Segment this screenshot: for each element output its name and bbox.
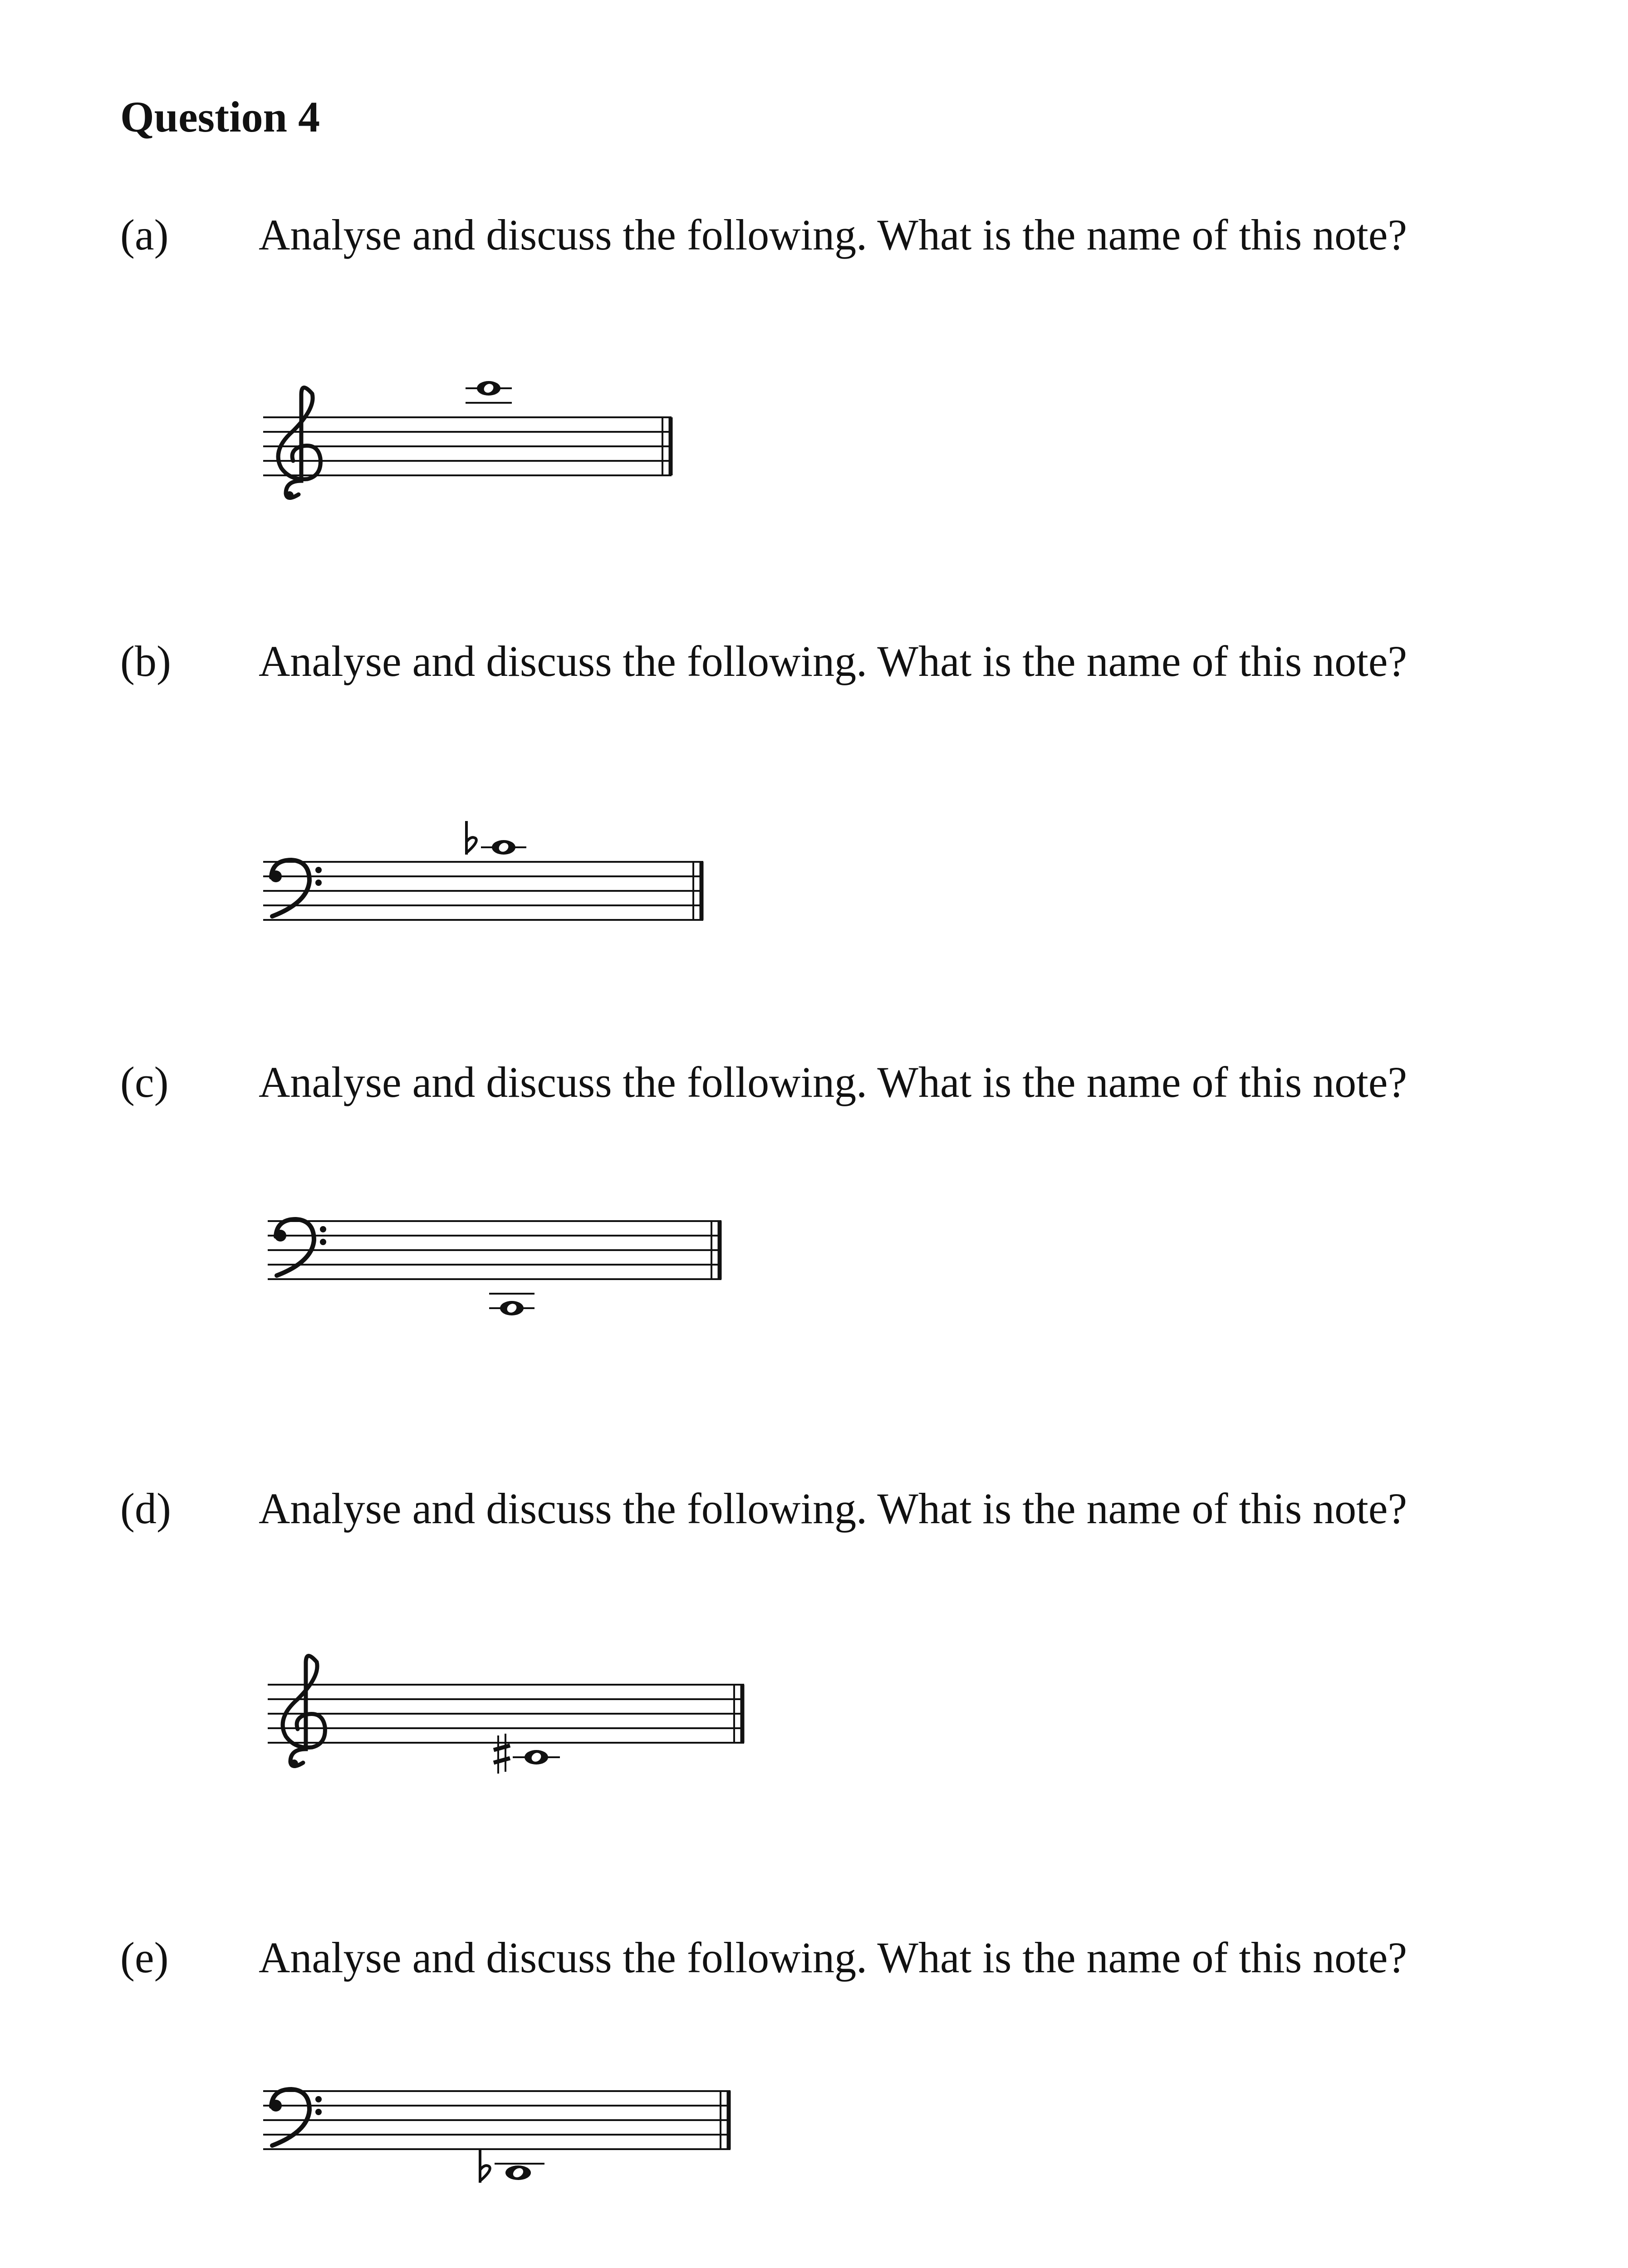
question-text-d: Analyse and discuss the following. What is the name of this note? (259, 1484, 1407, 1533)
question-text-a: Analyse and discuss the following. What is the name of this note? (259, 210, 1407, 259)
bass-clef-icon (270, 860, 322, 916)
music-staff-b (254, 780, 799, 971)
flat-icon (480, 2149, 490, 2183)
question-label-a: (a) (120, 210, 169, 259)
music-staff-e (254, 2041, 799, 2232)
flat-icon (466, 821, 476, 855)
question-label-c: (c) (120, 1058, 169, 1106)
treble-clef-icon (283, 1656, 325, 1768)
music-staff-c (254, 1188, 799, 1379)
whole-note (505, 2165, 531, 2180)
whole-note (492, 840, 515, 855)
music-staff-d (254, 1619, 799, 1810)
question-text-c: Analyse and discuss the following. What is the name of this note? (259, 1058, 1407, 1106)
music-staff-a (254, 345, 799, 535)
question-text-e: Analyse and discuss the following. What is the name of this note? (259, 1933, 1407, 1982)
whole-note (500, 1301, 524, 1315)
sharp-icon (494, 1734, 510, 1774)
question-label-e: (e) (120, 1933, 169, 1982)
question-text-b: Analyse and discuss the following. What is the name of this note? (259, 637, 1407, 685)
bass-clef-icon (275, 1219, 326, 1276)
whole-note (525, 1750, 548, 1765)
question-label-b: (b) (120, 637, 171, 685)
whole-note (477, 381, 500, 396)
page-title: Question 4 (120, 93, 320, 141)
treble-clef-icon (278, 387, 320, 499)
question-label-d: (d) (120, 1484, 171, 1533)
bass-clef-icon (270, 2089, 322, 2146)
